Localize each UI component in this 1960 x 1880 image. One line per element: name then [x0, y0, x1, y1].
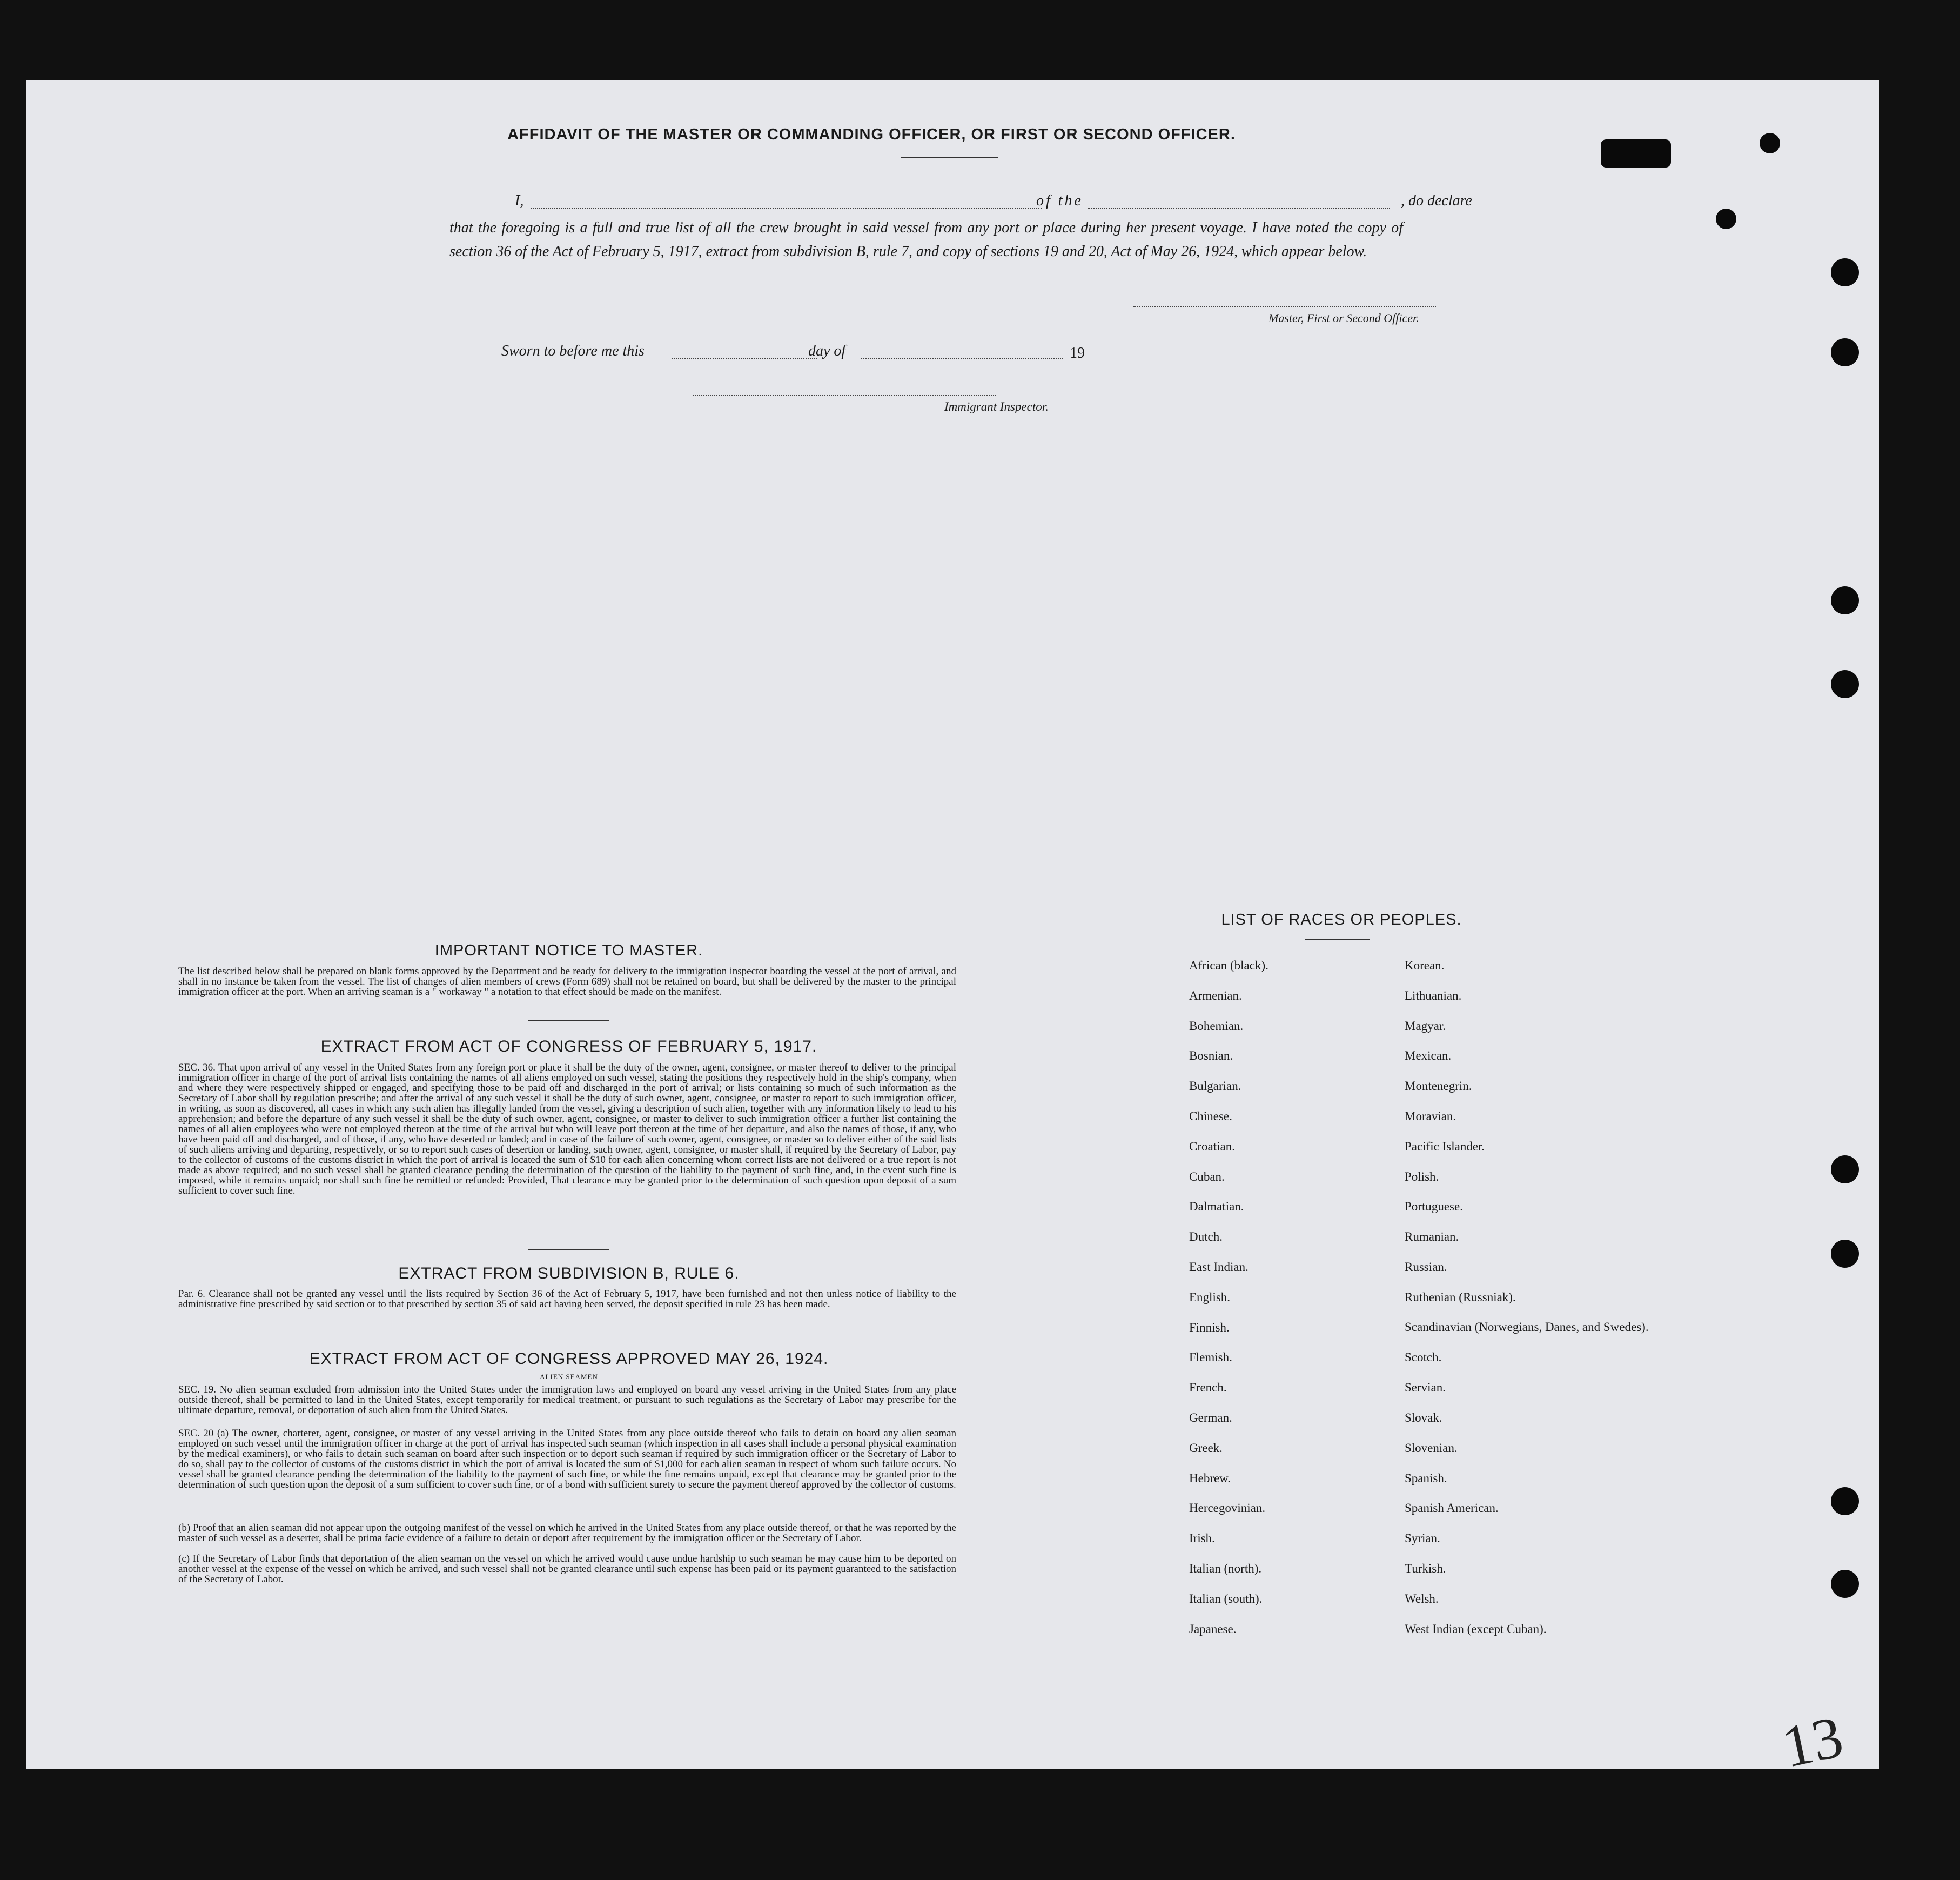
extract-1924-sec19: SEC. 19. No alien seaman excluded from admission into the United States under the immigration laws and employed on board any vessel arriving in the United States from any place outside thereof, shall be permitted to land in the United States, except temporarily for medical treatment, or pursuant to such regulations as the Secretary of Labor may prescribe for the ultimate departure, removal, or deportation of such alien from the United States.	[178, 1384, 956, 1416]
sworn-day: day of	[808, 343, 846, 359]
race-item: Syrian.	[1405, 1531, 1440, 1546]
extract-1924-title: EXTRACT FROM ACT OF CONGRESS APPROVED MAY 26, 1924.	[309, 1350, 829, 1368]
binder-hole	[1831, 258, 1859, 286]
race-item: Moravian.	[1405, 1109, 1456, 1123]
binder-hole	[1831, 1155, 1859, 1183]
race-item: Turkish.	[1405, 1561, 1446, 1575]
binder-hole	[1716, 209, 1736, 229]
sworn-prefix: Sworn to before me this	[501, 343, 645, 359]
race-item: Bosnian.	[1189, 1049, 1233, 1063]
race-item: Scotch.	[1405, 1350, 1442, 1364]
race-item: Polish.	[1405, 1169, 1439, 1183]
page-number: 13	[1776, 1703, 1849, 1781]
inspector-signature-line	[693, 395, 996, 396]
race-item: Italian (south).	[1189, 1591, 1263, 1605]
extract-1924-sec20a: SEC. 20 (a) The owner, charterer, agent, consignee, or master of any vessel arriving in the United States from any place outside thereof who fails to detain on board any alien seaman employed on such vessel until the immigration officer in charge at the port of arrival has inspected such seaman (which inspection in all cases shall include a personal physical examination by the medical examiners), or who fails to detain such seaman on board after such inspection or to deport such seaman if required by such immigration officer or the Secretary of Labor to do so, shall pay to the collector of customs of the customs district in which the port of arrival is located the sum of $1,000 for each alien seaman in respect of whom such failure occurs. No vessel shall be granted clearance pending the determination of the liability to the payment of such fine, or while the fine remains unpaid, except that clearance may be granted prior to the determination of such question upon the deposit of a sum sufficient to cover such fine, or of a bond with sufficient surety to secure the payment thereof approved by the collector of customs.	[178, 1428, 956, 1490]
race-item: Rumanian.	[1405, 1230, 1459, 1244]
extract-1917-title: EXTRACT FROM ACT OF CONGRESS OF FEBRUARY 5, 1917.	[320, 1038, 817, 1055]
affidavit-body: that the foregoing is a full and true list of all the crew brought in said vessel from any port or place during her present voyage. I have noted the copy of section 36 of the Act of February 5, 1917, extract from subdivision B, rule 7, and copy of sections 19 and 20, Act of May 26, 1924, which appear below.	[449, 219, 1403, 260]
race-item: West Indian (except Cuban).	[1405, 1622, 1547, 1636]
race-item: Armenian.	[1189, 988, 1242, 1002]
vessel-blank	[1088, 208, 1390, 209]
race-item: Scandinavian (Norwegians, Danes, and Swedes).	[1405, 1320, 1649, 1334]
affidavit-line1-of: of the	[1036, 192, 1083, 209]
extract-1924-sec20c: (c) If the Secretary of Labor finds that deportation of the alien seaman on the vessel on which he arrived would cause undue hardship to such seaman he may cause him to be deported on another vessel at the expense of the vessel on which he arrived, and such vessel shall not be granted clearance until such expense has been paid or its payment guaranteed to the satisfaction of the Secretary of Labor.	[178, 1553, 956, 1585]
race-item: Korean.	[1405, 959, 1445, 972]
race-item: Lithuanian.	[1405, 988, 1462, 1002]
race-item: Cuban.	[1189, 1169, 1225, 1183]
race-item: Spanish American.	[1405, 1501, 1499, 1515]
race-item: African (black).	[1189, 959, 1268, 972]
race-item: French.	[1189, 1381, 1227, 1395]
document-page	[26, 80, 1879, 1769]
name-blank	[531, 208, 1042, 209]
divider	[528, 1020, 609, 1021]
race-item: Slovenian.	[1405, 1441, 1458, 1455]
master-signature-line	[1133, 306, 1436, 307]
race-item: Pacific Islander.	[1405, 1139, 1485, 1153]
binder-hole	[1831, 670, 1859, 698]
race-item: Japanese.	[1189, 1622, 1237, 1636]
race-item: Hercegovinian.	[1189, 1501, 1266, 1515]
notice-body: The list described below shall be prepared on blank forms approved by the Department and be ready for delivery to the immigration inspector boarding the vessel at the port of arrival, and shall in no instance be taken from the vessel. The list of changes of alien members of crews (Form 689) shall not be retained on board, but shall be delivered by the master to the principal immigration officer at the port. When an arriving seaman is a " workaway " a notation to that effect should be made on the manifest.	[178, 966, 956, 998]
race-item: Montenegrin.	[1405, 1079, 1472, 1093]
race-item: Portuguese.	[1405, 1200, 1463, 1214]
extract-1917-body: SEC. 36. That upon arrival of any vessel in the United States from any foreign port or place it shall be the duty of the owner, agent, consignee, or master thereof to deliver to the principal immigration officer in charge of the port of arrival lists containing the names of all aliens employed on such vessel, stating the positions they respectively hold in the ship's company, when and where they were respectively shipped or engaged, and specifying those to be paid off and discharged in the port of arrival; or lists containing so much of such information as the Secretary of Labor shall by regulation prescribe; and after the arrival of any such vessel it shall be the duty of such owner, agent, consignee, or master to report to such immigration officer, in writing, as soon as discovered, all cases in which any such alien has illegally landed from the vessel, giving a description of such alien, together with any information likely to lead to his apprehension; and before the departure of any such vessel it shall be the duty of such owner, agent, consignee, or master to deliver to such immigration officer a further list containing the names of all alien employees who were not employed thereon at the time of the arrival but who will leave port thereon at the time of her departure, and also the names of those, if any, who have been paid off and discharged, and of those, if any, who have deserted or landed; and in case of the failure of such owner, agent, consignee, or master so to deliver either of the said lists of such aliens arriving and departing, respectively, or so to report such cases of desertion or landing, such owner, agent, consignee, or master shall, if required by the Secretary of Labor, pay to the collector of customs of the customs district in which the port of arrival is located the sum of $10 for each alien concerning whom correct lists are not delivered or a true report is not made as above required; and no such vessel shall be granted clearance pending the determination of the question of the liability to the payment of such fine, and, in the event such fine is imposed, while it remains unpaid; nor shall such fine be remitted or refunded: Provided, That clearance may be granted prior to the determination of such question upon deposit of a sum sufficient to cover such fine.	[178, 1062, 956, 1196]
rule6-title: EXTRACT FROM SUBDIVISION B, RULE 6.	[398, 1265, 740, 1282]
sworn-year: 19	[1070, 345, 1085, 362]
title-underline	[901, 157, 998, 158]
binder-hole	[1831, 338, 1859, 366]
binder-hole	[1760, 133, 1780, 153]
binder-hole	[1831, 1570, 1859, 1598]
redaction-mark	[1601, 139, 1671, 168]
affidavit-line1-i: I,	[515, 192, 524, 209]
inspector-signature-label: Immigrant Inspector.	[944, 400, 1049, 413]
race-item: Hebrew.	[1189, 1471, 1231, 1485]
extract-1924-subtitle: ALIEN SEAMEN	[540, 1373, 598, 1381]
affidavit-line1-declare: , do declare	[1401, 192, 1472, 209]
race-item: Spanish.	[1405, 1471, 1447, 1485]
race-item: Dalmatian.	[1189, 1200, 1244, 1214]
notice-title: IMPORTANT NOTICE TO MASTER.	[434, 942, 703, 959]
race-item: Chinese.	[1189, 1109, 1232, 1123]
race-item: Slovak.	[1405, 1410, 1442, 1424]
master-signature-label: Master, First or Second Officer.	[1268, 311, 1419, 325]
race-item: Finnish.	[1189, 1320, 1230, 1334]
binder-hole	[1831, 1487, 1859, 1515]
race-item: Italian (north).	[1189, 1561, 1262, 1575]
race-item: English.	[1189, 1290, 1231, 1304]
race-item: Irish.	[1189, 1531, 1215, 1546]
race-item: Mexican.	[1405, 1049, 1452, 1063]
sworn-day-blank	[672, 358, 817, 359]
race-item: Greek.	[1189, 1441, 1223, 1455]
rule6-body: Par. 6. Clearance shall not be granted any vessel until the lists required by Section 36 of the Act of February 5, 1917, have been furnished and not then unless notice of liability to the administrative fine prescribed by said section or to that prescribed by section 35 of said act having been served, the deposit specified in rule 23 has been made.	[178, 1288, 956, 1310]
races-title: LIST OF RACES OR PEOPLES.	[1221, 911, 1462, 928]
race-item: German.	[1189, 1410, 1232, 1424]
divider	[528, 1249, 609, 1250]
binder-hole	[1831, 1240, 1859, 1268]
race-item: Croatian.	[1189, 1139, 1235, 1153]
races-column-2	[1405, 959, 1649, 1652]
race-item: Ruthenian (Russniak).	[1405, 1290, 1516, 1304]
sworn-month-blank	[861, 358, 1063, 359]
race-item: Bohemian.	[1189, 1019, 1244, 1033]
race-item: Bulgarian.	[1189, 1079, 1241, 1093]
race-item: Dutch.	[1189, 1230, 1223, 1244]
race-item: Welsh.	[1405, 1591, 1439, 1605]
races-title-underline	[1305, 939, 1370, 940]
race-item: Magyar.	[1405, 1019, 1446, 1033]
extract-1924-sec20b: (b) Proof that an alien seaman did not appear upon the outgoing manifest of the vessel on which he arrived in the United States from any place outside thereof, or that he was reported by the master of such vessel as a deserter, shall be prima facie evidence of a failure to detain or deport after requirement by the immigration officer or the Secretary of Labor.	[178, 1522, 956, 1544]
race-item: Russian.	[1405, 1260, 1447, 1274]
race-item: East Indian.	[1189, 1260, 1249, 1274]
race-item: Flemish.	[1189, 1350, 1232, 1364]
race-item: Servian.	[1405, 1381, 1446, 1395]
races-column-1	[1189, 959, 1268, 1652]
affidavit-title: AFFIDAVIT OF THE MASTER OR COMMANDING OFFICER, OR FIRST OR SECOND OFFICER.	[507, 126, 1236, 143]
binder-hole	[1831, 586, 1859, 614]
